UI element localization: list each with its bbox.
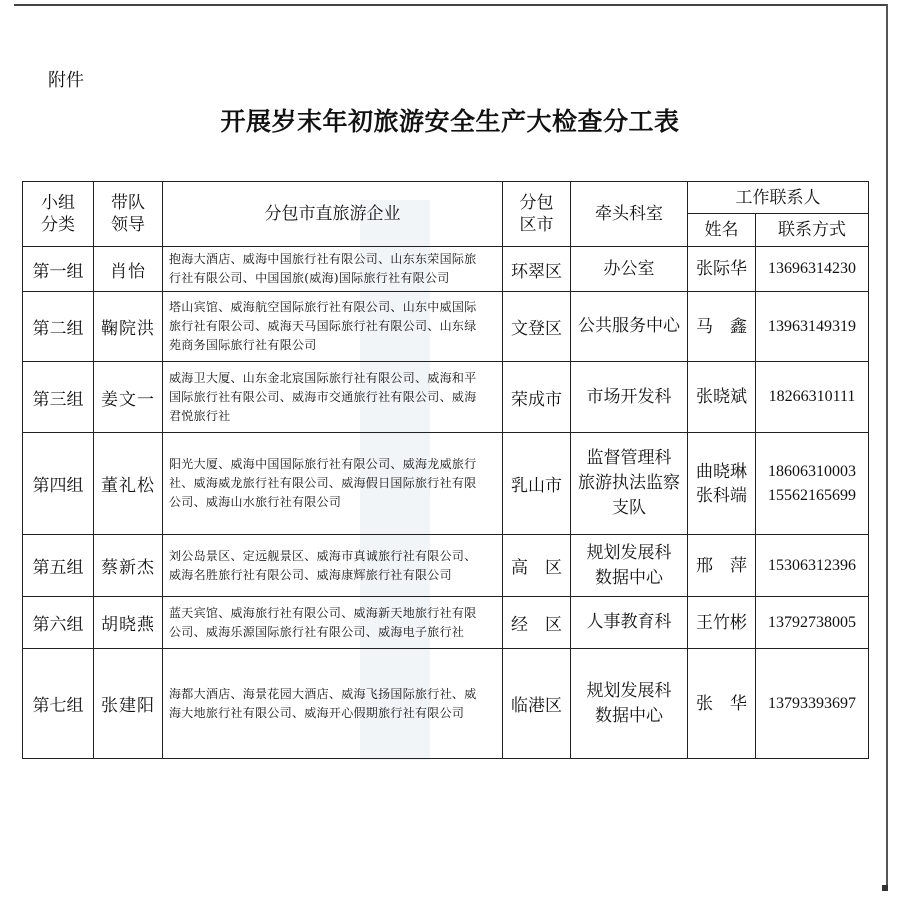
group-cell: 第五组 bbox=[23, 535, 94, 597]
group-cell: 第六组 bbox=[23, 597, 94, 649]
contact-phone-cell: 13963149319 bbox=[756, 292, 869, 362]
district-cell: 高 区 bbox=[503, 535, 571, 597]
scan-corner-mark bbox=[882, 885, 888, 891]
table-row bbox=[23, 433, 869, 535]
enterprises-cell: 塔山宾馆、威海航空国际旅行社有限公司、山东中威国际 旅行社有限公司、威海天马国际旅行社有限公司、山东绿 苑商务国际旅行社有限公司 bbox=[163, 292, 503, 362]
table-row bbox=[23, 649, 869, 759]
district-cell: 经 区 bbox=[503, 597, 571, 649]
header-name: 姓名 bbox=[688, 214, 756, 247]
contact-name-cell: 张际华 bbox=[688, 247, 756, 292]
scan-top-edge bbox=[14, 4, 886, 6]
department-cell: 监督管理科 旅游执法监察 支队 bbox=[571, 433, 688, 535]
page-title: 开展岁末年初旅游安全生产大检查分工表 bbox=[220, 107, 680, 136]
table-row bbox=[23, 247, 869, 292]
department-cell: 公共服务中心 bbox=[571, 292, 688, 362]
leader-cell: 姜文一 bbox=[94, 362, 163, 433]
department-cell: 市场开发科 bbox=[571, 362, 688, 433]
header-group: 小组 分类 bbox=[23, 182, 94, 247]
table-row bbox=[23, 535, 869, 597]
header-phone: 联系方式 bbox=[756, 214, 869, 247]
contact-name-cell: 张 华 bbox=[688, 649, 756, 759]
group-cell: 第三组 bbox=[23, 362, 94, 433]
enterprises-cell: 阳光大厦、威海中国国际旅行社有限公司、威海龙威旅行 社、威海威龙旅行社有限公司、威海假日国际旅行社有限 公司、威海山水旅行社有限公司 bbox=[163, 433, 503, 535]
district-cell: 乳山市 bbox=[503, 433, 571, 535]
department-cell: 办公室 bbox=[571, 247, 688, 292]
contact-name-cell: 曲晓琳 张科端 bbox=[688, 433, 756, 535]
leader-cell: 肖怡 bbox=[94, 247, 163, 292]
contact-phone-cell: 13792738005 bbox=[756, 597, 869, 649]
header-row-1 bbox=[23, 182, 869, 214]
contact-name-cell: 邢 萍 bbox=[688, 535, 756, 597]
group-cell: 第二组 bbox=[23, 292, 94, 362]
attachment-label: 附件 bbox=[48, 70, 84, 91]
department-cell: 人事教育科 bbox=[571, 597, 688, 649]
enterprises-cell: 蓝天宾馆、威海旅行社有限公司、威海新天地旅行社有限 公司、威海乐源国际旅行社有限公司、威海电子旅行社 bbox=[163, 597, 503, 649]
district-cell: 文登区 bbox=[503, 292, 571, 362]
enterprises-cell: 海都大酒店、海景花园大酒店、威海飞扬国际旅行社、威 海大地旅行社有限公司、威海开心假期旅行社有限公司 bbox=[163, 649, 503, 759]
header-district: 分包 区市 bbox=[503, 182, 571, 247]
header-enterprises: 分包市直旅游企业 bbox=[163, 182, 503, 247]
contact-phone-cell: 15306312396 bbox=[756, 535, 869, 597]
header-contact: 工作联系人 bbox=[688, 182, 869, 214]
contact-phone-cell: 13793393697 bbox=[756, 649, 869, 759]
leader-cell: 张建阳 bbox=[94, 649, 163, 759]
district-cell: 荣成市 bbox=[503, 362, 571, 433]
department-cell: 规划发展科 数据中心 bbox=[571, 535, 688, 597]
contact-name-cell: 王竹彬 bbox=[688, 597, 756, 649]
contact-name-cell: 马 鑫 bbox=[688, 292, 756, 362]
header-leader: 带队 领导 bbox=[94, 182, 163, 247]
district-cell: 临港区 bbox=[503, 649, 571, 759]
leader-cell: 董礼松 bbox=[94, 433, 163, 535]
enterprises-cell: 威海卫大厦、山东金北宸国际旅行社有限公司、威海和平 国际旅行社有限公司、威海市交通旅行社有限公司、威海 君悦旅行社 bbox=[163, 362, 503, 433]
contact-phone-cell: 18606310003 15562165699 bbox=[756, 433, 869, 535]
group-cell: 第七组 bbox=[23, 649, 94, 759]
assignment-table bbox=[22, 181, 869, 759]
table-row bbox=[23, 292, 869, 362]
district-cell: 环翠区 bbox=[503, 247, 571, 292]
department-cell: 规划发展科 数据中心 bbox=[571, 649, 688, 759]
header-department: 牵头科室 bbox=[571, 182, 688, 247]
contact-phone-cell: 13696314230 bbox=[756, 247, 869, 292]
leader-cell: 鞠院洪 bbox=[94, 292, 163, 362]
leader-cell: 蔡新杰 bbox=[94, 535, 163, 597]
table-row bbox=[23, 362, 869, 433]
contact-phone-cell: 18266310111 bbox=[756, 362, 869, 433]
enterprises-cell: 抱海大酒店、威海中国旅行社有限公司、山东东荣国际旅 行社有限公司、中国国旅(威海)国际旅行社有限公司 bbox=[163, 247, 503, 292]
enterprises-cell: 刘公岛景区、定远舰景区、威海市真诚旅行社有限公司、 威海名胜旅行社有限公司、威海康辉旅行社有限公司 bbox=[163, 535, 503, 597]
contact-name-cell: 张晓斌 bbox=[688, 362, 756, 433]
leader-cell: 胡晓燕 bbox=[94, 597, 163, 649]
group-cell: 第四组 bbox=[23, 433, 94, 535]
group-cell: 第一组 bbox=[23, 247, 94, 292]
table-row bbox=[23, 597, 869, 649]
